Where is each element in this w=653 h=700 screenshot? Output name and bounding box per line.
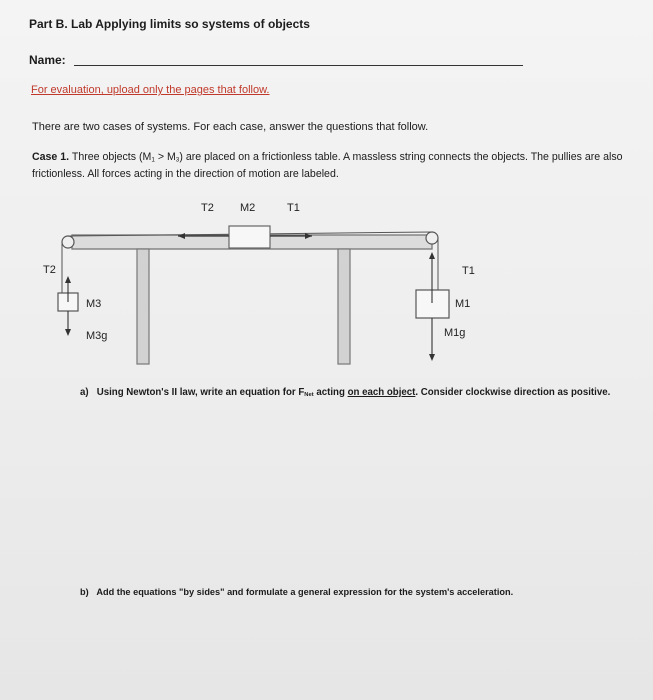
m3g-arrow-head (65, 329, 71, 336)
question-b-text: Add the equations "by sides" and formulate a general expression for the system's acceleration. (96, 587, 514, 597)
case1-sub3: 3 (175, 156, 180, 164)
question-a-text3: . Consider clockwise direction as positive. (415, 387, 611, 398)
question-a-num: a) (80, 387, 89, 398)
label-m1g: M1g (444, 327, 466, 339)
label-m3: M3 (86, 298, 102, 310)
question-a-sub: Net (304, 392, 314, 399)
question-a (80, 387, 610, 398)
table-leg-right (338, 249, 350, 364)
name-line (74, 65, 523, 66)
left-pulley (62, 236, 74, 248)
case1-label: Case 1. (32, 151, 70, 163)
question-b (80, 587, 513, 597)
label-t1-top: T1 (287, 202, 300, 214)
question-a-text1: Using Newton's II law, write an equation for F (96, 387, 305, 398)
question-a-underlined: on each object (347, 387, 416, 398)
case1-text-a: Three objects (M (69, 151, 152, 163)
case1-text-c: ) are placed on a frictionless table. A massless string connects the objects. The pullies are also frictionless. All forces acting in the direction of motion are labeled. (32, 151, 623, 181)
m1g-arrow-head (429, 354, 435, 361)
name-label: Name: (29, 53, 66, 67)
evaluation-instruction: For evaluation, upload only the pages that follow. (31, 84, 270, 96)
label-t2-left: T2 (43, 264, 56, 276)
label-m2: M2 (240, 202, 256, 214)
t1-right-arrow-head (429, 252, 435, 259)
case1-description (32, 150, 647, 181)
table-leg-left (137, 249, 149, 364)
t2-left-arrow-head (65, 276, 71, 283)
case1-text-b: > M (154, 151, 176, 163)
label-m1: M1 (455, 298, 471, 310)
page-title: Part B. Lab Applying limits so systems of objects (29, 17, 310, 31)
question-a-text2: acting (313, 387, 348, 398)
right-pulley (426, 232, 438, 244)
intro-text: There are two cases of systems. For each case, answer the questions that follow. (32, 121, 429, 133)
label-t2-top: T2 (201, 202, 214, 214)
question-b-num: b) (80, 587, 89, 597)
pulley-diagram (0, 190, 653, 380)
label-t1-right: T1 (462, 265, 475, 277)
label-m3g: M3g (86, 330, 108, 342)
block-m2 (229, 226, 270, 248)
case1-sub1: 1 (151, 156, 155, 164)
